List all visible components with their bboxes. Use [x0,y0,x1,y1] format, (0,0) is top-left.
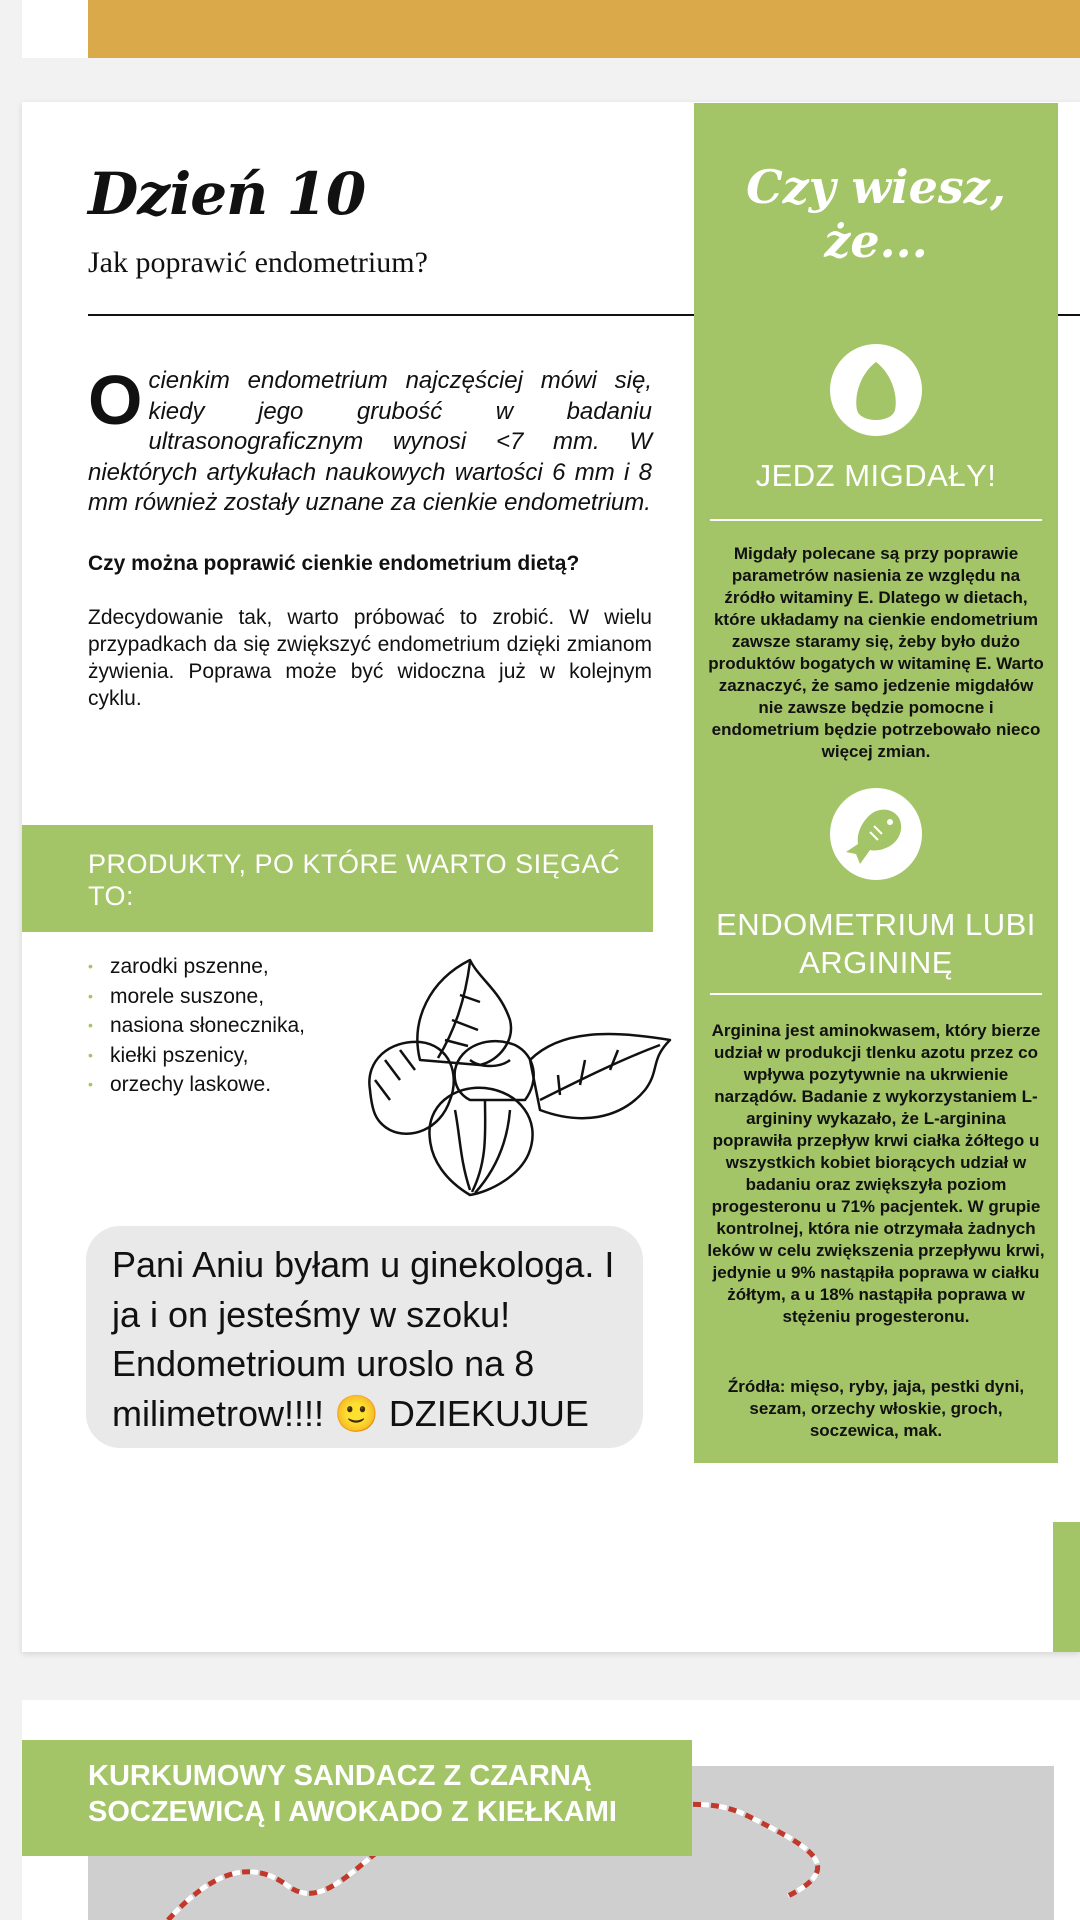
almonds-title: JEDZ MIGDAŁY! [755,458,997,493]
list-item: • nasiona słonecznika, [88,1011,305,1041]
bullet-icon: • [88,958,93,974]
day-subtitle: Jak poprawić endometrium? [88,246,428,279]
sidebar-heading: Czy wiesz, że... [746,160,1006,268]
intro-paragraph [88,361,652,519]
almonds-divider [710,519,1042,521]
intro-text: cienkim endometrium najczęściej mówi się, kiedy jego grubość w badaniu ultrasonograficznym wynosi <7 mm. W niektórych artykułach naukowych wartości 6 mm i 8 mm również zostały uznane za cienkie endometrium. [88,367,652,516]
list-item: • zarodki pszenne, [88,952,305,982]
almond-icon [830,344,922,436]
products-title: PRODUKTY, PO KTÓRE WARTO SIĘGAĆ TO: [88,849,621,911]
diet-answer: Zdecydowanie tak, warto próbować to zrobić. W wielu przypadkach da się zwiększyć endometrium dzięki zmianom żywienia. Poprawa może być widoczna już w kolejnym cyklu. [88,606,652,710]
arginine-text: Arginina jest aminokwasem, który bierze udział w produkcji tlenku azotu przez co wpływa pozytywnie na ukrwienie narządów. Badanie z wykorzystaniem L-argininy wykazało, że L-arginina poprawiła przepływ krwi ciałka żółtego u wszystkich kobiet biorących udział w badaniu oraz zwiększyła poziom progesteronu u 71% pacjentek. W grupie kontrolnej, która nie otrzymała żadnych leków w celu zwiększenia przepływu krwi, jedynie u 9% nastąpiła poprawa w ciałku żółtym, a u 18% nastąpiła poprawa w stężeniu progesteronu. [707,1021,1045,1326]
fish-icon [830,788,922,880]
list-item: • morele suszone, [88,982,305,1012]
bullet-icon: • [88,1017,93,1033]
recipe-title: KURKUMOWY SANDACZ Z CZARNĄ SOCZEWICĄ I AWOKADO Z KIEŁKAMI [88,1760,617,1828]
diet-question: Czy można poprawić cienkie endometrium dietą? [88,552,580,575]
previous-page-banner [88,0,1080,58]
day-title: Dzień 10 [88,160,366,228]
dropcap: O [88,361,143,439]
arginine-divider [710,993,1042,995]
list-item: • kiełki pszenicy, [88,1041,305,1071]
list-item: • orzechy laskowe. [88,1070,305,1100]
next-panel-edge [1053,1522,1080,1652]
arginine-sources: Źródła: mięso, ryby, jaja, pestki dyni, sezam, orzechy włoskie, groch, soczewica, mak. [727,1377,1025,1440]
testimonial-text: Pani Aniu byłam u ginekologa. I ja i on jesteśmy w szoku! Endometrioum uroslo na 8 milimetrow!!!! 🙂 DZIEKUJUE [112,1244,615,1434]
products-list [88,952,305,1100]
bullet-icon: • [88,987,93,1004]
almonds-text: Migdały polecane są przy poprawie parametrów nasienia ze względu na źródło witaminy E. Dlatego w dietach, które układamy na cienkie endometrium zawsze staramy się, żeby było dużo produktów bogatych w witaminę E. Warto zaznaczyć, że samo jedzenie migdałów nie zawsze będzie pomocne i endometrium będzie potrzebowało nieco więcej zmian. [708,544,1044,761]
bullet-icon: • [88,1046,93,1063]
bullet-icon: • [88,1076,93,1092]
hazelnut-illustration [360,950,680,1200]
arginine-title: ENDOMETRIUM LUBI ARGININĘ [716,907,1036,980]
